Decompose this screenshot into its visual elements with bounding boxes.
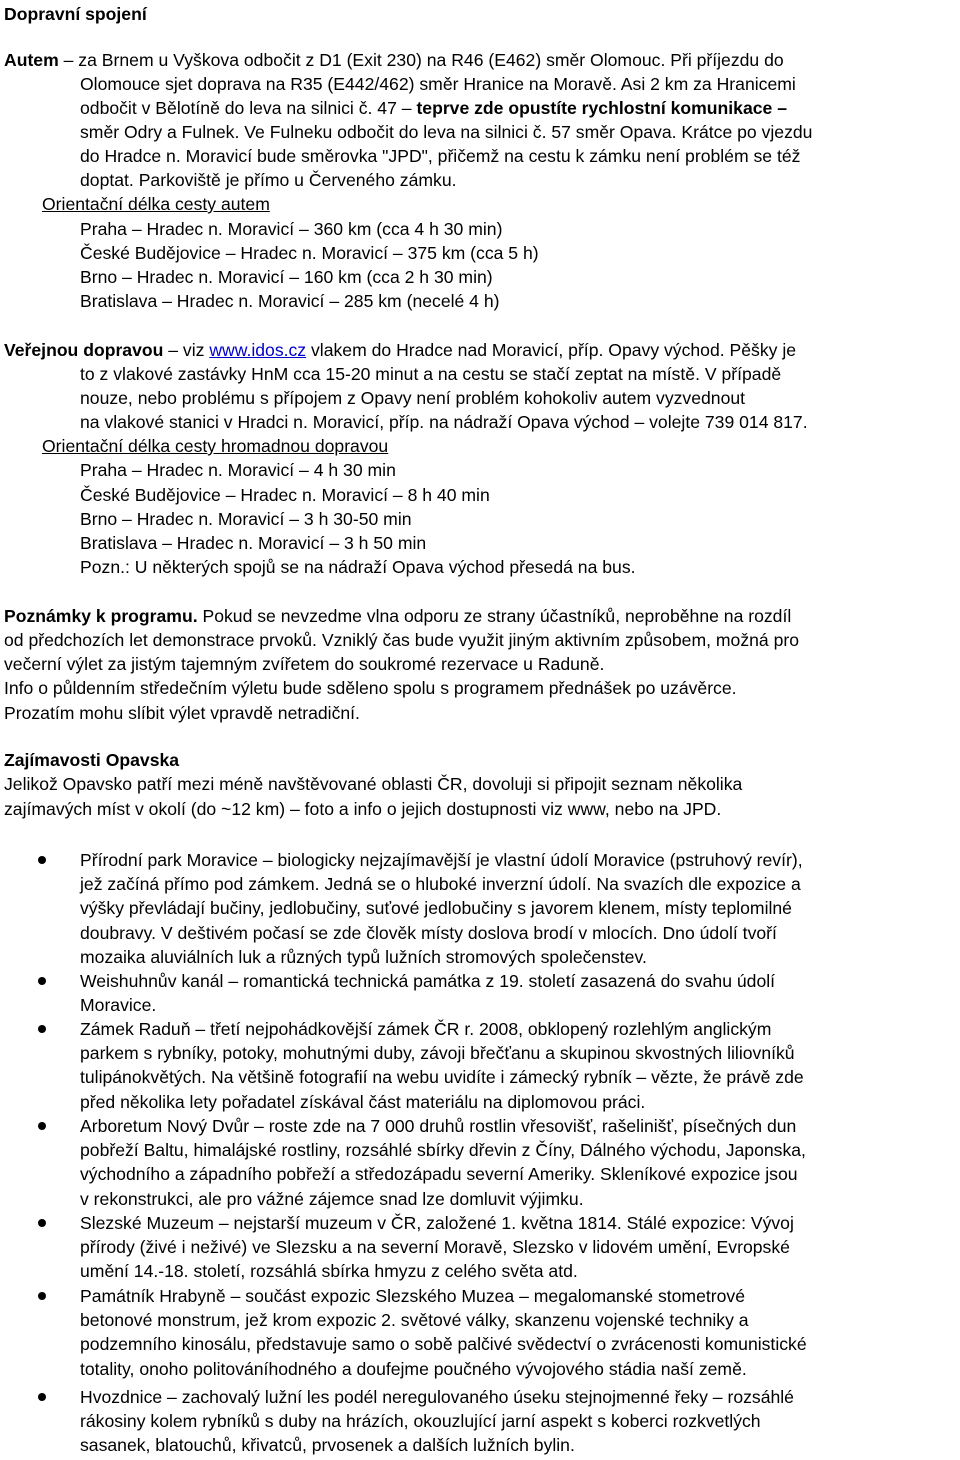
bullet-icon <box>38 1292 46 1300</box>
attraction-line: Hvozdnice – zachovalý lužní les podél neregulovaného úseku stejnojmenné řeky – rozsáhlé <box>80 1387 794 1407</box>
attraction-line: totality, onoho politováníhodného a doufejme poučného vývojového stádia naší země. <box>80 1358 747 1379</box>
program-line-2: od předchozích let demonstrace prvoků. Vzniklý čas bude využit jiným aktivním způsobem, možná pro <box>4 630 800 650</box>
idos-link[interactable]: www.idos.cz <box>209 340 307 360</box>
attraction-line: výšky převládají bučiny, jedlobučiny, suťové jedlobučiny s javorem klenem, místy teplomilné <box>80 898 792 919</box>
public-route-row: Bratislava – Hradec n. Moravicí – 3 h 50 min <box>80 533 427 553</box>
attraction-line: před několika lety pořadatel získával část materiálu na diplomovou práci. <box>80 1091 646 1112</box>
attraction-line: v rekonstrukci, ale pro vážné zájemce snad lze domluvit výjimku. <box>80 1188 584 1209</box>
car-line-4: směr Odry a Fulnek. Ve Fulneku odbočit do leva na silnici č. 57 směr Opava. Krátce po vjezdu <box>80 122 813 142</box>
attraction-line: umění 14.-18. století, rozsáhlá sbírka hmyzu z celého světa atd. <box>80 1261 578 1282</box>
attraction-line: rákosiny kolem rybníků s duby na hrázích, okouzlující jarní aspekt s koberci rozkvetlých <box>80 1411 761 1432</box>
public-routes-title: Orientační délka cesty hromadnou dopravou <box>42 436 389 456</box>
bullet-icon <box>38 1025 46 1033</box>
public-line-2: to z vlakové zastávky HnM cca 15-20 minut a na cestu se stačí zeptat na místě. V případě <box>80 364 782 384</box>
attraction-line: Moravice. <box>80 995 157 1016</box>
public-route-row: Brno – Hradec n. Moravicí – 3 h 30-50 min <box>80 509 412 529</box>
public-text-1a: – viz <box>163 340 210 360</box>
car-line-6: doptat. Parkoviště je přímo u Červeného zámku. <box>80 170 457 190</box>
attractions-intro-2: zajímavých míst v okolí (do ~12 km) – foto a info o jejich dostupnosti viz www, nebo na JPD. <box>4 799 722 819</box>
bullet-icon <box>38 977 46 985</box>
attraction-line: tulipánokvětých. Na většině fotografií na webu uvidíte i zámecký rybník – vězte, že právě zde <box>80 1067 804 1088</box>
public-note: Pozn.: U některých spojů se na nádraží Opava východ přesedá na bus. <box>80 557 636 577</box>
attraction-line: podzemního kinosálu, představuje samo o sobě palčivé svědectví o zvrácenosti komunistické <box>80 1334 807 1355</box>
public-label: Veřejnou dopravou <box>4 340 164 360</box>
program-line-5: Prozatím mohu slíbit výlet vpravdě netradiční. <box>4 703 360 723</box>
car-routes-title: Orientační délka cesty autem <box>42 194 270 214</box>
car-line-1 <box>4 48 784 72</box>
program-line-4: Info o půldenním středečním výletu bude sděleno spolu s programem přednášek po uzávěrce. <box>4 678 737 698</box>
attraction-line: Weishuhnův kanál – romantická technická památka z 19. století zasazená do svahu údolí <box>80 971 776 991</box>
attraction-line: betonové monstrum, jež krom expozic 2. světové války, skanzenu vojenské techniky a <box>80 1310 749 1331</box>
car-text-1: – za Brnem u Vyškova odbočit z D1 (Exit 230) na R46 (E462) směr Olomouc. Při příjezdu do <box>58 50 784 70</box>
attraction-line: doubravy. V deštivém počasí se zde člověk místy doslova brodí v mlocích. Dno údolí tvoří <box>80 922 777 943</box>
attraction-line: jež začíná přímo pod zámkem. Jedná se o hluboké inverzní údolí. Na svazích dle expozice a <box>80 874 801 895</box>
public-line-4: na vlakové stanici v Hradci n. Moravicí, příp. na nádraží Opava východ – volejte 739 014 817. <box>80 412 808 432</box>
attraction-line: Památník Hrabyně – součást expozic Slezského Muzea – megalomanské stometrové <box>80 1286 745 1306</box>
attraction-line: Přírodní park Moravice – biologicky nejzajímavější je vlastní údolí Moravice (pstruhový revír), <box>80 850 803 870</box>
attraction-line: přírody (živé i neživé) ve Slezsku a na severní Moravě, Slezsko v lidovém umění, Evropské <box>80 1237 790 1258</box>
car-text-3a: odbočit v Bělotíně do leva na silnici č. 47 – <box>80 98 417 118</box>
public-line-3: nouze, nebo problému s přípojem z Opavy není problém kohokoliv autem vyzvednout <box>80 388 746 408</box>
car-route-row: Praha – Hradec n. Moravicí – 360 km (cca 4 h 30 min) <box>80 219 503 239</box>
program-text-1: Pokud se nevzedme vlna odporu ze strany účastníků, neproběhne na rozdíl <box>197 606 792 626</box>
program-line-1 <box>4 604 791 628</box>
transport-heading: Dopravní spojení <box>4 4 147 24</box>
attraction-line: pobřeží Baltu, himalájské rostliny, rozsáhlé sbírky dřevin z Číny, Dálného východu, Japonska, <box>80 1140 806 1161</box>
car-line-2: Olomouce sjet doprava na R35 (E442/462) směr Hranice na Moravě. Asi 2 km za Hranicemi <box>80 74 796 94</box>
public-text-1b: vlakem do Hradce nad Moravicí, příp. Opavy východ. Pěšky je <box>306 340 797 360</box>
attraction-line: mozaika aluviálních luk a různých typů lužních stromových společenstev. <box>80 946 647 967</box>
public-route-row: Praha – Hradec n. Moravicí – 4 h 30 min <box>80 460 396 480</box>
attraction-line: sasanek, blatouchů, křivatců, prvosenek a dalších lužních bylin. <box>80 1435 575 1456</box>
car-line-5: do Hradce n. Moravicí bude směrovka "JPD", přičemž na cestu k zámku není problém se též <box>80 146 801 166</box>
car-label: Autem <box>4 50 59 70</box>
car-route-row: České Budějovice – Hradec n. Moravicí – 375 km (cca 5 h) <box>80 243 539 263</box>
attraction-line: Arboretum Nový Dvůr – roste zde na 7 000 druhů rostlin vřesovišť, rašelinišť, písečných dun <box>80 1116 797 1136</box>
attraction-line: východního a západního pobřeží a středozápadu severní Ameriky. Skleníkové expozice jsou <box>80 1164 798 1185</box>
car-route-row: Bratislava – Hradec n. Moravicí – 285 km (necelé 4 h) <box>80 291 500 311</box>
attractions-intro-1: Jelikož Opavsko patří mezi méně navštěvované oblasti ČR, dovoluji si připojit seznam několika <box>4 774 743 794</box>
car-route-row: Brno – Hradec n. Moravicí – 160 km (cca 2 h 30 min) <box>80 267 493 287</box>
bullet-icon <box>38 1219 46 1227</box>
car-highway-note: teprve zde opustíte rychlostní komunikace – <box>416 98 787 118</box>
program-line-3: večerní výlet za jistým tajemným zvířetem do soukromé rezervace u Raduně. <box>4 654 605 674</box>
bullet-icon <box>38 856 46 864</box>
bullet-icon <box>38 1122 46 1130</box>
public-route-row: České Budějovice – Hradec n. Moravicí – 8 h 40 min <box>80 485 490 505</box>
attraction-line: Zámek Raduň – třetí nejpohádkovější zámek ČR r. 2008, obklopený rozlehlým anglickým <box>80 1019 772 1039</box>
program-label: Poznámky k programu. <box>4 606 198 626</box>
car-line-3 <box>80 96 787 120</box>
attraction-line: parkem s rybníky, potoky, mohutnými duby, závoji břečťanu a skupinou skvostných liliovníků <box>80 1043 795 1064</box>
public-line-1 <box>4 338 796 362</box>
attractions-heading: Zajímavosti Opavska <box>4 750 180 770</box>
attraction-line: Slezské Muzeum – nejstarší muzeum v ČR, založené 1. května 1814. Stálé expozice: Vývoj <box>80 1213 794 1233</box>
bullet-icon <box>38 1393 46 1401</box>
